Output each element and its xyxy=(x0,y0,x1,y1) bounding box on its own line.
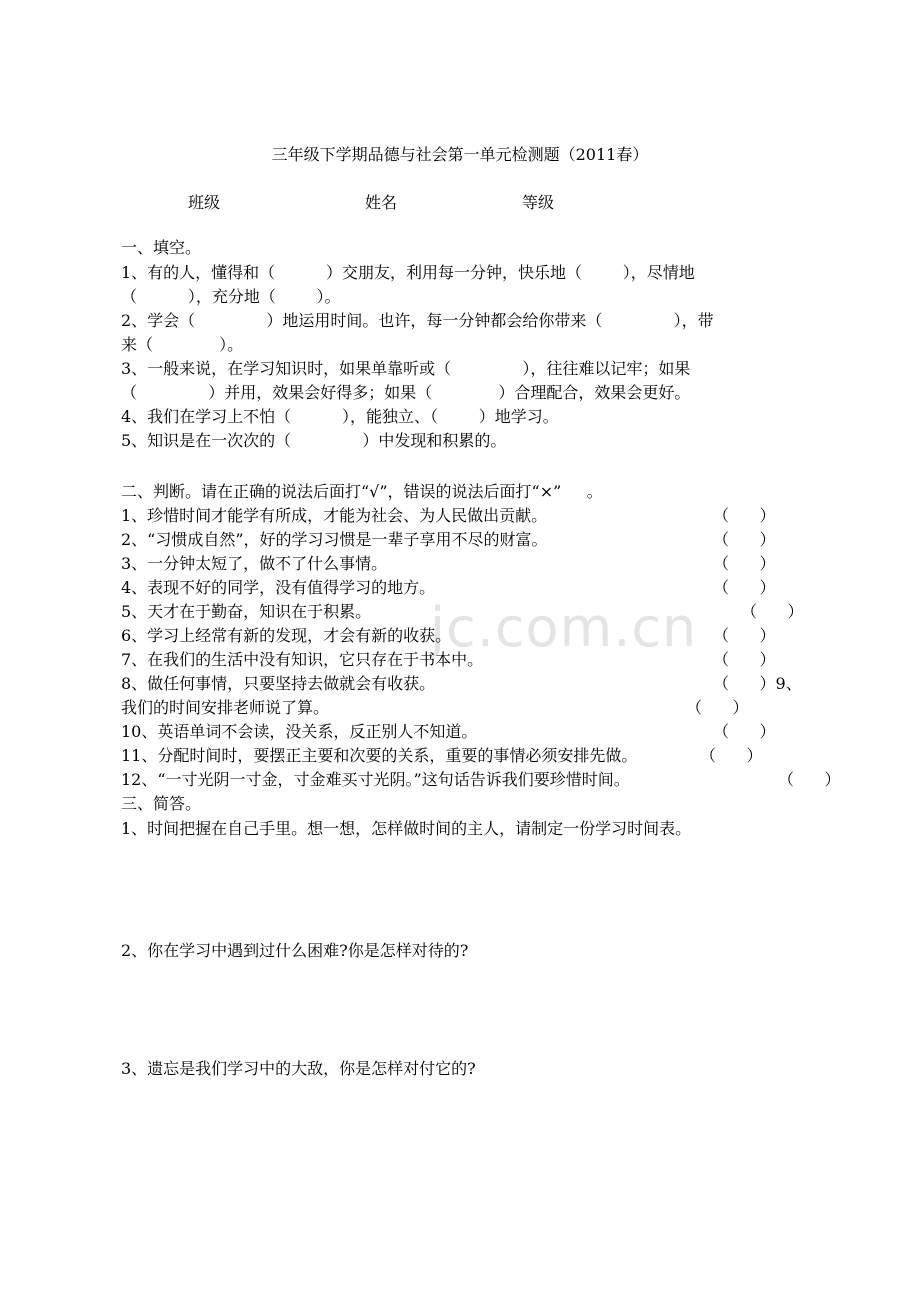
name-field-label: 姓名 xyxy=(365,193,398,212)
watermark: jc.com.cn xyxy=(430,596,698,659)
fill-blank-line: （ ）并用，效果会好得多；如果（ ）合理配合，效果会更好。 xyxy=(121,383,691,402)
judge-item-answer-paren: （ ） xyxy=(713,530,776,549)
judge-item-answer-paren: （ ） xyxy=(686,698,749,717)
judge-item-text: 10、英语单词不会读，没关系，反正别人不知道。 xyxy=(121,722,478,741)
judge-item-text: 2、“习惯成自然”，好的学习习惯是一辈子享用不尽的财富。 xyxy=(121,530,548,549)
judge-item-text: 1、珍惜时间才能学有所成，才能为社会、为人民做出贡献。 xyxy=(121,506,548,525)
fill-blank-line: 3、一般来说，在学习知识时，如果单靠听或（ ），往往难以记牢；如果 xyxy=(121,359,691,378)
judge-item-answer-paren: （ ） xyxy=(700,746,763,765)
page-title: 三年级下学期品德与社会第一单元检测题（2011春） xyxy=(271,145,649,164)
judge-item-answer-paren: （ ） xyxy=(778,770,841,789)
fill-blank-line: 1、有的人，懂得和（ ）交朋友，利用每一分钟，快乐地（ ），尽情地 xyxy=(121,263,695,282)
section1-heading: 一、填空。 xyxy=(121,238,202,257)
judge-item-text: 7、在我们的生活中没有知识，它只存在于书本中。 xyxy=(121,650,484,669)
class-field-label: 班级 xyxy=(188,193,221,212)
grade-field-label: 等级 xyxy=(522,193,555,212)
fill-blank-line: 2、学会（ ）地运用时间。也许，每一分钟都会给你带来（ ），带 xyxy=(121,311,714,330)
judge-item-answer-paren: （ ） xyxy=(713,650,776,669)
judge-item-text: 3、一分钟太短了，做不了什么事情。 xyxy=(121,554,388,573)
section2-heading: 二、判断。请在正确的说法后面打“√”，错误的说法后面打“×” 。 xyxy=(121,482,603,501)
short-answer-question: 2、你在学习中遇到过什么困难?你是怎样对待的? xyxy=(121,941,469,960)
judge-item-text: 11、分配时间时，要摆正主要和次要的关系，重要的事情必须安排先做。 xyxy=(121,746,638,765)
fill-blank-line: 来（ ）。 xyxy=(121,335,244,354)
fill-blank-line: 5、知识是在一次次的（ ）中发现和积累的。 xyxy=(121,431,507,450)
judge-item-answer-paren: （ ）9、 xyxy=(713,674,802,693)
judge-item-answer-paren: （ ） xyxy=(741,602,804,621)
judge-item-text: 6、学习上经常有新的发现，才会有新的收获。 xyxy=(121,626,452,645)
judge-item-text: 8、做任何事情，只要坚持去做就会有收获。 xyxy=(121,674,436,693)
judge-item-answer-paren: （ ） xyxy=(713,578,776,597)
judge-item-answer-paren: （ ） xyxy=(713,554,776,573)
judge-item-text: 12、“一寸光阴一寸金，寸金难买寸光阴。”这句话告诉我们要珍惜时间。 xyxy=(121,770,630,789)
fill-blank-line: 4、我们在学习上不怕（ ），能独立、（ ）地学习。 xyxy=(121,407,559,426)
judge-item-text: 我们的时间安排老师说了算。 xyxy=(121,698,330,717)
section3-heading: 三、简答。 xyxy=(121,794,202,813)
judge-item-answer-paren: （ ） xyxy=(713,626,776,645)
judge-item-answer-paren: （ ） xyxy=(713,722,776,741)
short-answer-question: 1、时间把握在自己手里。想一想，怎样做时间的主人，请制定一份学习时间表。 xyxy=(121,819,692,838)
judge-item-text: 4、表现不好的同学，没有值得学习的地方。 xyxy=(121,578,436,597)
judge-item-answer-paren: （ ） xyxy=(713,506,776,525)
short-answer-question: 3、遗忘是我们学习中的大敌，你是怎样对付它的? xyxy=(121,1059,476,1078)
fill-blank-line: （ ），充分地（ ）。 xyxy=(121,287,341,306)
judge-item-text: 5、天才在于勤奋，知识在于积累。 xyxy=(121,602,372,621)
